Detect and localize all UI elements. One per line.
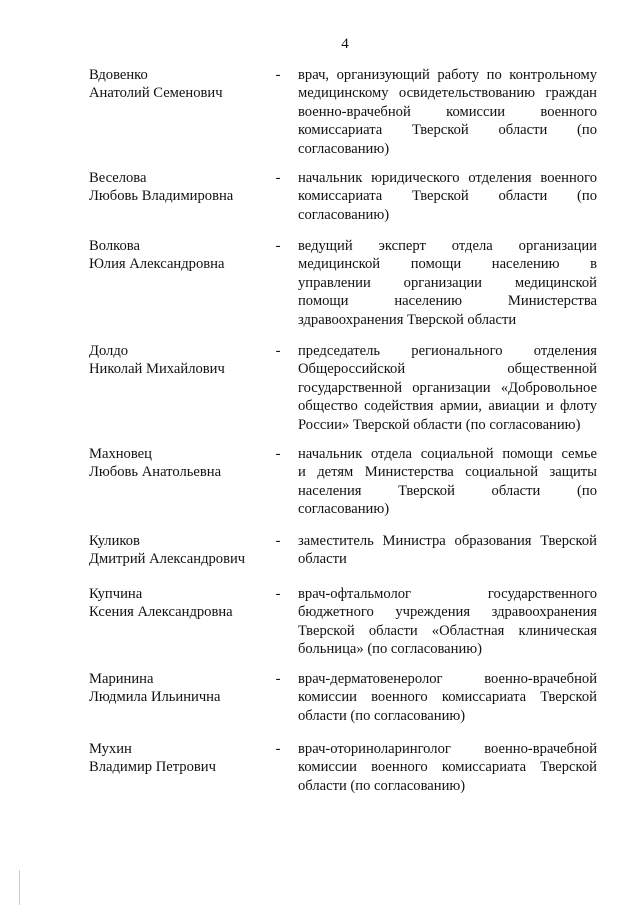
position-line: и детям Министерства социальной защиты [298,464,597,481]
member-position [298,237,597,329]
position-line: бюджетного учреждения здравоохранения [298,604,597,621]
member-given-names: Ксения Александровна [89,604,233,621]
member-position [298,740,597,795]
member-surname: Мухин [89,741,132,757]
position-line: заместитель Министра образования Тверской [298,533,597,549]
position-line: медицинскому освидетельствованию граждан [298,85,597,102]
member-given-names: Анатолий Семенович [89,85,223,102]
dash-separator: - [275,671,281,687]
page-number: 4 [341,36,349,52]
position-line: медицинской помощи населению в [298,256,597,273]
member-given-names: Владимир Петрович [89,759,216,776]
member-given-names: Любовь Владимировна [89,188,234,205]
member-position [298,342,597,434]
position-line: ведущий эксперт отдела организации [298,238,597,254]
position-line: области (по согласованию) [298,777,466,794]
member-surname: Купчина [89,586,143,602]
position-line: России» Тверской области (по согласованию) [298,416,581,433]
member-surname: Веселова [89,170,147,186]
position-line: общество содействия армии, авиации и флоту [298,398,597,415]
dash-separator: - [275,586,281,602]
member-name [89,169,274,206]
member-surname: Долдо [89,343,129,359]
dash-separator: - [275,446,281,462]
member-position [298,670,597,725]
member-given-names: Юлия Александровна [89,256,225,273]
position-line: здравоохранения Тверской области [298,311,517,328]
scan-edge-line [19,870,20,905]
member-name [89,445,274,482]
dash-separator: - [275,170,281,186]
dash-separator: - [275,238,281,254]
position-line: Общероссийской общественной [298,361,597,378]
member-position [298,169,597,224]
member-name [89,740,274,777]
member-name [89,532,274,569]
member-surname: Маринина [89,671,154,687]
member-given-names: Людмила Ильинична [89,689,221,706]
member-surname: Куликов [89,533,140,549]
position-line: комиссариата Тверской области (по [298,188,597,205]
member-name [89,237,274,274]
position-line: согласованию) [298,501,390,518]
position-line: начальник отдела социальной помощи семье [298,446,597,462]
member-position [298,532,597,569]
position-line: начальник юридического отделения военного [298,170,597,186]
position-line: согласованию) [298,206,390,223]
position-line: населения Тверской области (по [298,482,597,499]
member-name [89,66,274,103]
member-position [298,585,597,659]
dash-separator: - [275,67,281,83]
position-line: врач-офтальмолог государственного [298,586,597,602]
position-line: области [298,551,347,568]
dash-separator: - [275,343,281,359]
position-line: комиссии военного комиссариата Тверской [298,759,597,776]
member-given-names: Любовь Анатольевна [89,464,222,481]
dash-separator: - [275,741,281,757]
member-position [298,445,597,519]
position-line: председатель регионального отделения [298,343,597,359]
member-surname: Вдовенко [89,67,148,83]
position-line: помощи населению Министерства [298,293,597,310]
position-line: комиссии военного комиссариата Тверской [298,689,597,706]
member-name [89,670,274,707]
position-line: области (по согласованию) [298,707,466,724]
position-line: согласованию) [298,140,390,157]
member-given-names: Николай Михайлович [89,361,225,378]
position-line: врач-оториноларинголог военно-врачебной [298,741,597,757]
member-surname: Махновец [89,446,152,462]
position-line: управлении организации медицинской [298,274,597,291]
member-name [89,342,274,379]
dash-separator: - [275,533,281,549]
member-position [298,66,597,158]
member-surname: Волкова [89,238,140,254]
position-line: Тверской области «Областная клиническая [298,622,597,639]
position-line: военно-врачебной комиссии военного [298,103,597,120]
member-given-names: Дмитрий Александрович [89,551,246,568]
position-line: больница» (по согласованию) [298,641,483,658]
member-name [89,585,274,622]
position-line: комиссариата Тверской области (по [298,122,597,139]
position-line: врач-дерматовенеролог военно-врачебной [298,671,597,687]
position-line: врач, организующий работу по контрольному [298,67,597,83]
position-line: государственной организации «Добровольное [298,379,597,396]
